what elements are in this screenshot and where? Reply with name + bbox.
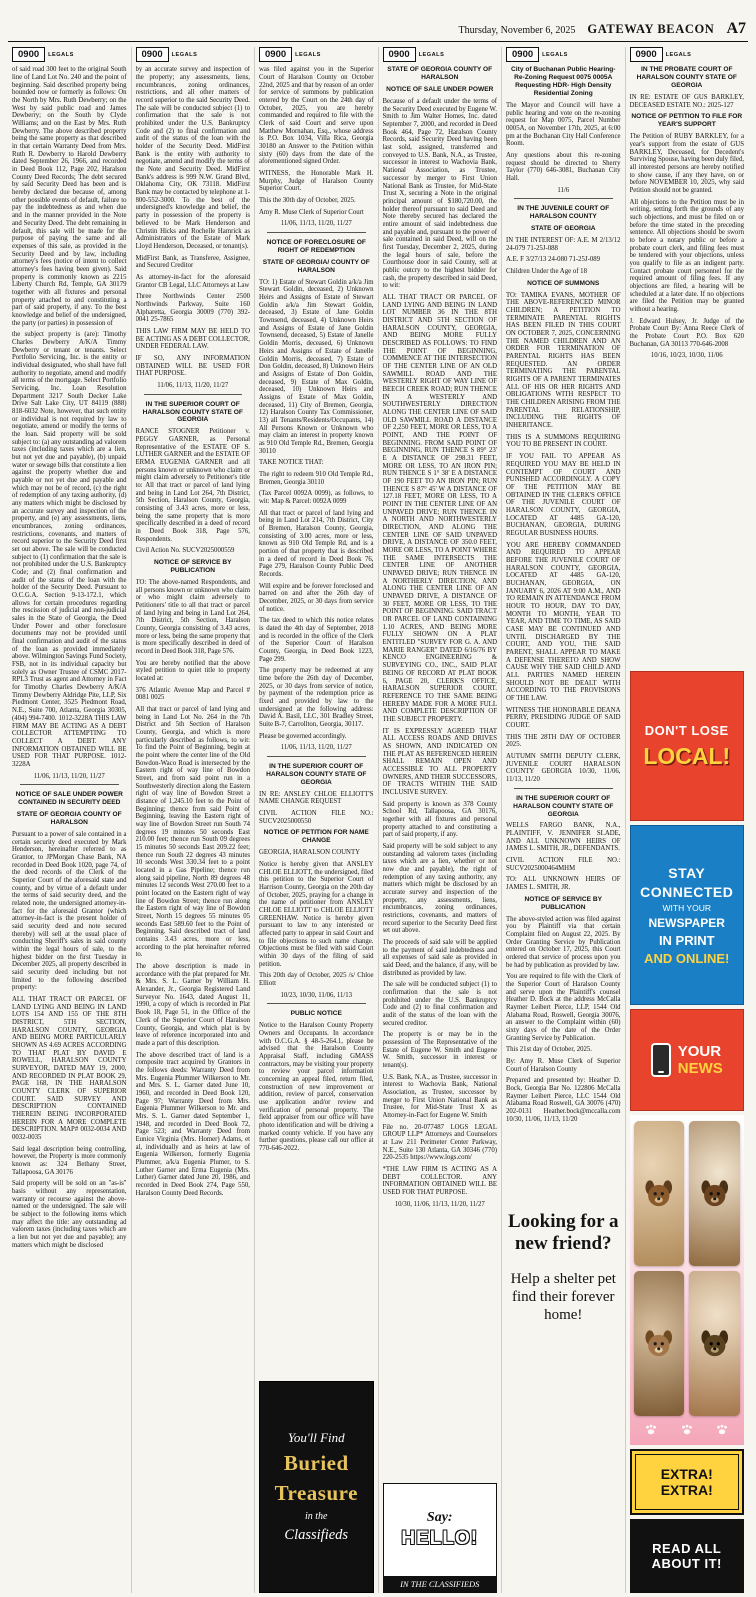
say-hello-classifieds-ad xyxy=(383,1483,498,1593)
pet-photo xyxy=(689,1121,740,1266)
notice-text: All that tract or parcel of land lying and being in Land Lot 214, 7th District, City of Bremen, Haralson County, Georgia, consisting of 3.00 acres, more or less, known as 910 Old Temple Rd, and is a portion of that property that is described in a deed of record in Deed Book 76, Page 279, Haralson County Public Deed Records. xyxy=(259,509,374,578)
ad-text: EXTRA! xyxy=(660,1466,713,1482)
paw-icon xyxy=(644,1423,658,1437)
category-code: 0900 xyxy=(136,47,169,62)
notice-text: By: Amy R. Muse Clerk of Superior Court of Haralson County xyxy=(506,1058,621,1073)
notice-text: This the 30th day of October, 2025. xyxy=(259,197,356,205)
legal-column-3 xyxy=(254,47,378,1593)
notice-text: 11/06, 11/13, 11/20, 11/27 xyxy=(280,220,352,228)
notice-divider xyxy=(267,1003,366,1004)
notice-text: WITNESS THE HONORABLE DEANA PERRY, PRESIDING JUDGE OF SAID COURT. xyxy=(506,706,621,729)
notice-text: TO: The above-named Respondents, and all persons known or unknown who claim or who might claim adversely to Petitioners' title to all that tract or parcel of land lying and being in Land Lot 264, 7th District, 5th Section, Haralson County, Georgia consisting of 3.43 acres, more or less, being the same property that is more specifically described in deed of record in Deed Book 318, Page 576. xyxy=(135,578,250,655)
category-label: LEGALS xyxy=(48,51,74,58)
notice-text: IF SO, ANY INFORMATION OBTAINED WILL BE USED FOR THAT PURPOSE. xyxy=(135,354,250,378)
section-badge xyxy=(136,47,251,62)
ad-text: EXTRA! xyxy=(660,1482,713,1498)
notice-text: 11/06, 11/13, 11/20, 11/27 xyxy=(157,381,229,389)
notice-text: IF YOU FAIL TO APPEAR AS REQUIRED YOU MAY BE HELD IN CONTEMPT OF COURT AND PUNISHED ACCORDINGLY. A COPY OF THE PETITION MAY BE OBTAINED IN THE CLERK'S OFFICE OF THE JUVENILE COURT OF HARALSON COUNTY, GEORGIA, LOCATED AT 4485 GA-120, BUCHANAN, GEORGIA, DURING REGULAR BUSINESS HOURS. xyxy=(506,453,621,537)
notice-text: 11/6 xyxy=(557,186,570,194)
notice-text: AUTUMN SMITH DEPUTY CLERK, JUVENILE COURT HARALSON COUNTY GEORGIA 10/30, 11/06, 11/13, 11/20 xyxy=(506,753,621,784)
notice-text: Will expire and be forever foreclosed and barred on and after the 26th day of December, 2025, or 30 days from service of notice. xyxy=(259,582,374,613)
notice-text: The sale will be conducted subject (1) to confirmation that the sale is not prohibited under the U.S. Bankruptcy Code and (2) to final confirmation and audit of the status of the loan with the secured creditor. xyxy=(382,981,497,1027)
ad-text: DON'T LOSE xyxy=(644,722,729,738)
paper-name: GATEWAY BEACON xyxy=(587,22,715,36)
ad-text: Treasure xyxy=(274,1481,358,1505)
notice-text: TO: TAMIKA EVANS, MOTHER OF THE ABOVE-REFERENCED MINOR CHILDREN; A PETITION TO TERMINATE PARENTAL RIGHTS HAS BEEN FILED IN THIS COURT ON OCTOBER 7, 2025, CONCERNING THE NAMED CHILDREN AND AN ORDER FOR TERMINATION OF PARENTAL RIGHTS HAS BEEN REQUESTED. AN ORDER TERMINATING THE PARENTAL RIGHTS OF A PARENT TERMINATES ALL OF HIS OR HER RIGHTS AND OBLIGATIONS WITH RESPECT TO THE CHILDREN ARISING FROM THE PARENTAL RELATIONSHIP, INCLUDING THE RIGHTS OF INHERITANCE. xyxy=(506,291,621,430)
notice-text: Pursuant to a power of sale contained in a certain security deed executed by Mark Henderson, hereinafter referred to as Grantor, to JPMorgan Chase Bank, NA recorded in Deed Book 1020, page 74, of the deed records of the Clerk of the Superior Court of the aforesaid state and county, and by virtue of a default under the terms of said security deed, and the related note, the undersigned attorney-in-fact for the aforesaid Grantor (which attorney-in-fact is the present holder of said security deed and note secured thereby) will sell at the usual place of conducting Sheriff's sales in said county within the legal hours of sale, to the highest bidder on the first Tuesday in December 2025, all property described in said security deed including but not limited to the following described property: xyxy=(12,830,127,992)
extra-extra-ad xyxy=(630,1449,745,1515)
ad-text: Buried xyxy=(283,1451,349,1475)
notice-text: the subject property is (are): Timothy Charles Dewberry A/K/A Timmy Dewberry or tenant or tenants. Select Portfolio Servicing, Inc. is the entity or individual designated, who shall have full authority to negotiate, amend and modify all terms of the mortgage. Select Portfolio Servicing, Inc. Loan Resolution Department 3217 South Decker Lake Drive Salt Lake City, UT 84119 (888) 818-6032 Note, however, that such entity or individual is not required by law to negotiate, amend or modify the terms of the loan. Said property will be sold subject to: (a) any outstanding ad valorem taxes (including taxes which are a lien, but not yet due and payable), (b) unpaid water or sewage bills that constitute a lien against the property whether due and payable or not yet due and payable and which may not be of record, (c) the right of redemption of any taxing authority, (d) any matters which might be disclosed by an accurate survey and inspection of the property, and (e) any assessments, liens, encumbrances, zoning ordinances, restrictions, covenants, and matters of record superior to the Security Deed first set out above. The sale will be conducted subject to (1) confirmation that the sale is not prohibited under the U.S. Bankruptcy Code; and (2) final confirmation and audit of the status of the loan with the holder of the Security Deed. Pursuant to O.C.G.A. Section 9-13-172.1, which allows for certain procedures regarding the rescission of judicial and non-judicial sales in the State of Georgia, the Deed Under Power and other foreclosure documents may not be provided until final confirmation and audit of the status of the loan as provided immediately above. Wilmington Savings Fund Society, FSB, not in its individual capacity but solely as Owner Trustee of CSMC 2017-RPL3 Trust as agent and Attorney in Fact for Timothy Charles Dewberry A/K/A Timmy Dewberry Aldridge Pite, LLP, Six Piedmont Center, 3525 Piedmont Road, N.E., Suite 700, Atlanta, Georgia 30305, (404) 994-7400. 1012-3228A THIS LAW FIRM MAY BE ACTING AS A DEBT COLLECTOR ATTEMPTING TO COLLECT A DEBT. ANY INFORMATION OBTAINED WILL BE USED FOR THAT PURPOSE. 1012-3228A xyxy=(12,331,127,768)
notice-text: IN RE: ANSLEY CHLOE ELLIOTT'S NAME CHANGE REQUEST xyxy=(259,790,374,806)
notice-heading: STATE OF GEORGIA xyxy=(530,225,596,233)
category-label: LEGALS xyxy=(171,51,198,58)
notice-text: Said legal description being controlling, however, the Property is more commonly known as: 324 Bethany Street, Tallapoosa, GA 30176 xyxy=(12,1145,127,1176)
notice-heading: STATE OF GEORGIA COUNTY OF HARALSON xyxy=(387,66,493,82)
notice-text: Notice is hereby given that ANSLEY CHLOE ELLIOTT, the undersigned, filed this petition to the Superior Court of Harrison County, Georgia on the 20th day of October, 2025, praying for a change in the name of petitioner from ANSLEY CHLOE ELLIOTT to CHLOE ELLIOTT GREENHAW. Notice is hereby given pursuant to law to any interested or affected party to appear in said Court and to file objections to such name change. Objections must be filed with said Court within 30 days of the filing of said petition. xyxy=(259,860,374,968)
notice-heading: STATE OF GEORGIA/ COUNTY OF HARALSON xyxy=(262,258,370,274)
legal-column-2 xyxy=(131,47,255,1593)
notice-text: TAKE NOTICE THAT: xyxy=(259,459,324,467)
your-news-ad xyxy=(630,1009,745,1111)
notice-heading: NOTICE OF PETITION TO FILE FOR YEAR'S SUPPORT xyxy=(631,113,743,129)
notice-text: All objections to the Petition must be in writing, setting forth the grounds of any such objections, and must be filed on or before the time stated in the preceding sentence. All objections should be sworn to before a notary public or before a probate court clerk, and filing fees must be tendered with your objections, unless you qualify to file as an indigent party. Contact probate court personnel for the required amount of filing fees. If any objections are filed, a hearing will be scheduled at a later date. If no objections are filed the Petition may be granted without a hearing. xyxy=(629,198,744,314)
pet-photo xyxy=(689,1271,740,1416)
notice-text: Civil Action No. SUCV2025000559 xyxy=(135,547,235,555)
ad-text: Help a shelter pet find their forever home! xyxy=(510,1270,616,1324)
stay-connected-ad xyxy=(630,825,745,1005)
section-badge xyxy=(259,47,374,62)
section-badge xyxy=(383,47,498,62)
notice-text: Said property is known as 378 County School Rd, Tallapoosa, GA 30176, together with all fixtures and personal property attached to and constituting a part of said property, if any. xyxy=(382,800,497,839)
section-badge xyxy=(630,47,745,62)
dog-illustration xyxy=(641,1293,677,1395)
notice-divider xyxy=(144,394,243,395)
notice-text: Any questions about this re-zoning request should be directed to Sherry Taylor (770) 646-3081, Buchanan City Hall. xyxy=(506,152,621,183)
ad-text: ABOUT IT! xyxy=(651,1556,722,1571)
ad-text: STAY xyxy=(668,864,706,881)
notice-heading: IN THE SUPERIOR COURT OF HARALSON COUNTY STATE OF GEORGIA xyxy=(266,763,367,786)
notice-heading: City of Buchanan Public Hearing- Re-Zoning Request 0075 0005A Requesting HDR- High Density Residential Zoning xyxy=(511,66,616,98)
notice-divider xyxy=(267,756,366,757)
pet-photo xyxy=(634,1271,685,1416)
notice-heading: NOTICE OF SERVICE BY PUBLICATION xyxy=(524,895,603,911)
notice-text: 10/30, 11/06, 11/13, 11/20, 11/27 xyxy=(394,1200,485,1208)
ad-text: Looking for a new friend? xyxy=(508,1211,619,1255)
shelter-pet-ad xyxy=(506,1189,621,1593)
notice-text: The property may be redeemed at any time before the 26th day of December, 2025, or 30 days from service of notice, by payment of the redemption price as fixed and provided by law to the undersigned at the following address: David A. Basil, LLC, 301 Bradley Street, Suite B-7, Carrollton, Georgia, 30117. xyxy=(259,667,374,729)
notice-text: ALL THAT TRACT OR PARCEL OF LAND LYING AND BEING IN LAND LOTS 154 AND 155 OF THE 8TH DISTRICT, 5TH SECTION, HARALSON COUNTY, GEORGIA AND BEING MORE PARTICULARLY SHOWN AS 4.69 ACRES ACCORDING TO THAT PLAT BY DAVID E ROWELL, HARALSON COUNTY SURVEYOR, DATED MAY 19, 2000, AND RECORDED IN PLAT BOOK 29, PAGE 168, IN THE HARALSON COUNTY CLERK OF SUPERIOR COURT. SAID SURVEY AND DESCRIPTION CONTAINED THEREIN BEING INCORPORATED HEREIN FOR A MORE COMPLETE DESCRIPTION. MAP# 0032-0034 AND 0032-0035 xyxy=(12,995,127,1142)
dog-illustration xyxy=(641,1143,677,1245)
notice-text: This 20th day of October, 2025 /s/ Chloe Elliott xyxy=(259,972,374,988)
notice-text: WITNESS, the Honorable Mark H. Murphy, Judge of Haralson County Superior Court. xyxy=(259,170,374,193)
notice-text: TO: ALL UNKNOWN HEIRS OF JAMES L. SMITH, JR. xyxy=(506,876,621,892)
legal-column-1 xyxy=(8,47,131,1593)
notice-text: WELLS FARGO BANK, N.A., PLAINTIFF, V. JENNIFER SLADE, AND ALL UNKNOWN HEIRS OF JAMES L. SMITH, JR., DEFENDANTS. xyxy=(506,822,621,853)
notice-text: CIVIL ACTION FILE NO.: SUCV2025000550 xyxy=(259,810,374,825)
notice-heading: STATE OF GEORGIA COUNTY OF HARALSON xyxy=(16,811,122,826)
notice-text: was filed against you in the Superior Court of Haralson County on October 22nd, 2025 and that by reason of an order for service of summons by publication entered by the Court on the 24th day of October, 2025, you are hereby commanded and required to file with the Clerk of said Court and serve upon Matthew Mornahan, Esq., whose address is P.O. Box 1034, Villa Rica, Georgia 30180 an Answer to the Petition within sixty (60) days from the date of the aforementioned signed Order. xyxy=(259,66,374,166)
pet-photo xyxy=(634,1121,685,1266)
column-text xyxy=(259,66,374,1377)
notice-text: YOU ARE HEREBY COMMANDED AND REQUIRED TO APPEAR BEFORE THE JUVENILE COURT OF HARALSON COUNTY, GEORGIA, LOCATED AT 4485 GA-120, BUCHANAN, GEORGIA, ON JANUARY 6, 2026 AT 9:00 A.M., AND TO REMAIN IN ATTENDANCE FROM HOUR TO HOUR, DAY TO DAY, MONTH TO MONTH, YEAR TO YEAR, AND TIME TO TIME, AS SAID CASE MAY BE CONTINUED AND UNTIL DISCHARGED BY THE COURT, AND YOU, THE SAID PARENT, SHALL APPEAR TO MAKE A DEFENSE THERETO AND SHOW CAUSE WHY THE SAID CHILD AND ALL PARTIES NAMED HEREIN SHOULD NOT BE DEALT WITH ACCORDING TO THE PROVISIONS OF THE LAW. xyxy=(506,541,621,702)
notice-text: 11/06, 11/13, 11/20, 11/27 xyxy=(33,772,105,780)
ad-text: NEWSPAPER xyxy=(648,915,725,930)
notice-text: 11/06, 11/13, 11/20, 11/27 xyxy=(280,744,352,752)
notice-heading: IN THE PROBATE COURT OF HARALSON COUNTY STATE OF GEORGIA xyxy=(636,66,737,90)
dog-illustration xyxy=(697,1293,733,1395)
category-label: LEGALS xyxy=(542,51,568,58)
notice-text: by an accurate survey and inspection of the property; any assessments, liens, encumbrances, zoning ordinances, restrictions, and all other matters of record superior to the said Security Deed. The sale will be conducted subject (1) to confirmation that the sale is not prohibited under the U.S. Bankruptcy Code and (2) to final confirmation and audit of the status of the loan with the holder of the Security Deed. MidFirst Bank is the entity with authority to negotiate, amend and modify the terms of the Note and Security Deed. MidFirst Bank's address is 999 N.W. Grand Blvd, Oklahoma City, OK 73118. MidFirst Bank may be contacted by telephone at 1-800-552-3000. To the best of the undersigned's knowledge and belief, the party in possession of the property is believed to be Mark Henderson and Christin Hicks and Rochelle Hamrick as Administrators of the Estate of Mark Lloyd Henderson, Deceased, or tenant(s). xyxy=(135,66,250,250)
ad-text: Say: xyxy=(426,1510,453,1525)
issue-date: Thursday, November 6, 2025 xyxy=(458,25,576,36)
say-hello-art xyxy=(384,1484,497,1576)
legal-column-4 xyxy=(378,47,502,1593)
notice-text: A.E. F 3/27/13 24-080 71-25J-089 xyxy=(506,256,601,264)
category-code: 0900 xyxy=(630,47,663,62)
ad-text: LOCAL! xyxy=(643,742,731,769)
category-label: LEGALS xyxy=(665,51,692,58)
notice-text: You are required to file with the Clerk of the Superior Court of Haralson County and serve upon the Plaintiff's counsel Heather D. Bock at the address McCalla Raymer Leibert Pierce, LLP, 1544 Old Alabama Road, Roswell, Georgia 30076, an answer to the Complaint within (60) sixty days of the date of the Order Granting Service by Publication. xyxy=(506,973,621,1042)
notice-divider xyxy=(514,788,613,789)
notice-text: The above description is made in accordance with the plat prepared for Mr. & Mrs. S. L. Garner by William H. Alexander, Jr., Georgia Registered Land Surveyor No. 1643, dated August 11, 1990, a copy of which is recorded in Plat Book 18, Page 51, in the Office of the Clerk of the Superior Court of Haralson County, Georgia, and which plat is by leave of reference incorporated into and made a part of this description. xyxy=(135,963,250,1047)
notice-heading: NOTICE OF SALE UNDER POWER CONTAINED IN SECURITY DEED xyxy=(15,791,123,807)
notice-text: Said property will be sold subject to any outstanding ad valorem taxes (including taxes which are a lien, whether or not now due and payable), the right of redemption of any taxing authority, any matters which might be disclosed by an accurate survey and inspection of the property, any assessments, liens, encumbrances, zoning ordinances, restrictions, covenants, and matters of record superior to the Security Deed first set out above. xyxy=(382,842,497,935)
ad-text: CONNECTED xyxy=(640,883,734,900)
ad-text: READ ALL xyxy=(652,1541,722,1556)
notice-text: IN RE: ESTATE OF GUS BARKLEY, DECEASED ESTATE NO.: 2025-127 xyxy=(629,94,744,109)
notice-text: IT IS EXPRESSLY AGREED THAT ALL ACCESS ROADS AND DRIVES AS SHOWN, AND INDICATED ON THE PLAT AS REFERENCED HEREIN SHALL REMAIN OPEN AND ACCESSIBLE TO ALL PROPERTY OWNERS, AND THEIR SUCCESSORS, OF TRACTS WITHIN THE SAID INCLUSIVE SURVEY. xyxy=(382,727,497,796)
section-badge xyxy=(506,47,621,62)
notice-heading: IN THE SUPERIOR COURT OF HARALSON COUNTY STATE OF GEORGIA xyxy=(142,400,243,424)
notice-text: The proceeds of said sale will be applied to the payment of said indebtedness and all expenses of said sale as provided in said Deed, and the balance, if any, will be distributed as provided by law. xyxy=(382,939,497,977)
notice-text: THIS THE 28TH DAY OF OCTOBER 2025. xyxy=(506,733,621,749)
notice-text: The Petition of RUBY BARKLEY, for a year's support from the estate of GUS BARKLEY, Deceased, for Decedent's Surviving Spouse, having been duly filed, all interested persons are hereby notified to show cause, if any they have, on or before NOVEMBER 10, 2025, why said Petition should not be granted. xyxy=(629,133,744,194)
ad-text: WITH YOUR xyxy=(662,902,711,913)
notice-text: IN THE INTEREST OF: A.E. M 2/13/12 24-079 71-25J-088 xyxy=(506,237,621,252)
legal-column-6 xyxy=(625,47,749,1593)
dont-lose-local-ad xyxy=(630,671,745,821)
notice-text: Said property will be sold on an "as-is" basis without any representation, warranty or recourse against the above-named or the undersigned. The sale will be subject to the following items which may affect the title: any outstanding ad valorem taxes (including taxes which are a lien but not yet due and payable); any matters which might be disclosed xyxy=(12,1180,127,1249)
notice-text: 10/16, 10/23, 10/30, 11/06 xyxy=(650,352,723,360)
notice-heading: IN THE JUVENILE COURT OF HARALSON COUNTY xyxy=(517,205,610,221)
notice-text: Prepared and presented by: Heather D. Bock, Georgia Bar No. 122806 McCalla Raymer Leibert Pierce, LLC 1544 Old Alabama Road Roswell, GA 30076 (470) 202-0131 Heather.bock@mccalla.com 10/30, 11/06, 11/13, 11/20 xyxy=(506,1077,621,1123)
notice-text: All that tract or parcel of land lying and being in Land Lot No. 264 in the 7th District and 5th Section of Haralson County, Georgia, and which is more particularly described as follows, to wit: To find the Point of Beginning, begin at the point where the center line of the Old Bowdon-Waco Road is intersected by the Eastern right of way line of Bowdon Street, and from said point run in a Southwesterly direction along the Eastern right of way line of Bowdon Street a distance of 1,245.10 feet to the Point of Beginning; thence from said Point of Beginning, leaving the Eastern right of way line of Bowdon Street run South 74 degrees 19 minutes 50 seconds East 210.00 feet; thence run South 09 degrees 15 minutes 50 seconds East 209.22 feet; thence run South 22 degrees 43 minutes 10 seconds West 330.34 feet to a point located in a Gas Pipeline; thence run along said pipeline, North 89 degrees 48 minutes 12 seconds West 270.00 feet to a point located on the Eastern right of way line of Bowdon Street; thence run along the Eastern right of way line of Bowdon Street, North 15 degrees 55 minutes 05 seconds East 589.60 feet to the Point of Beginning. Said described tract of land contains 3.43 acres, more or less, according to the plat hereinafter referred to. xyxy=(135,705,250,959)
notice-text: of said road 300 feet to the original South line of Land Lot No. 240 and the point of beginning. Said described property being bounded now or formerly as follows: On the North by Mrs. Ruth Dewberry; on the West by said public road and James Dewberry; on the South by Clyde Williams; and on the East by Mrs. Ruth Dewberry. The above described property being the same property as that described in that certain Warranty Deed from Mrs. Ruth R. Dewberry to Harold Dewberry dated September 26, 1966, and recorded in Deed Book 112, Page 202, Haralson County Deed Records; The debt secured by said Security Deed has been and is hereby declared due because of, among other possible events of default, failure to pay the indebtedness as and when due and in the manner provided in the Note and Security Deed. The debt remaining in default, this sale will be made for the purpose of paying the same and all expenses of this sale, as provided in the Security Deed and by law, including attorney's fees (notice of intent to collect attorney's fees having been given). Said property is commonly known as 2215 Liberty Church Rd, Temple, GA 30179 together with all fixtures and personal property attached to and constituting a part of said property, if any. To the best knowledge and belief of the undersigned, the party (or parties) in possession of xyxy=(12,66,127,327)
notice-divider xyxy=(514,198,613,199)
ad-text: in the xyxy=(305,1511,328,1522)
column-text xyxy=(12,66,127,1593)
pet-photo-grid xyxy=(634,1121,741,1416)
legals-columns xyxy=(8,47,748,1593)
category-code: 0900 xyxy=(12,47,45,62)
notice-text: CIVIL ACTION FILE NO.: SUCV2025000464MHM xyxy=(506,857,621,872)
notice-text: The above described tract of land is a composite tract acquired by Grantors in the follows deeds: Warranty Deed from Mrs. Eugenia Plummer Wilkerson to Mr. and Mrs. S. L. Garner dated June 10, 1960, and recorded in Deed Book 120, Page 97; Warranty Deed from Mrs. Eugenia Plummer Wilkerson to Mr. and Mrs. S. L. Garner dated September 1, 1948, and recorded in Deed Book 72, Page 523; and Warranty Deed from Eunice Virginia (Mrs. Homer) Adams, et al, individually and as heirs at law of Eugenia Wilkerson, formerly Eugenia Plummer, a/k/a Eugenia Plumer, to S. Luther Garner and Erma Eugenia (Mrs. Luther) Garner dated June 20, 1986, and recorded in Deed Book 274, Page 550, Haralson County Deed Records. xyxy=(135,1051,250,1197)
ad-text: Classifieds xyxy=(284,1527,349,1543)
phone-icon xyxy=(651,1043,671,1077)
notice-text: U.S. Bank, N.A., as Trustee, successor in interest to Wachovia Bank, National Association, as Trustee, successor by merger to First Union National Bank as Trustee, for Mid-State Trust X as Attorney-in-Fact for Eugene W. Smith xyxy=(382,1073,497,1120)
notice-text: File no. 20-077487 LOGS LEGAL GROUP LLP* Attorneys and Counselors at Law 211 Perimeter Center Parkway, N.E., Suite 130 Atlanta, GA 30346 (770) 220-2535 https://www.logs.com/ xyxy=(382,1123,497,1162)
paw-icon xyxy=(680,1423,694,1437)
notice-heading: NOTICE OF SERVICE BY PUBLICATION xyxy=(153,559,232,574)
notice-text: Please be governed accordingly. xyxy=(259,732,347,740)
dog-illustration xyxy=(697,1143,733,1245)
notice-text: Amy R. Muse Clerk of Superior Court xyxy=(259,208,364,216)
column-text xyxy=(506,66,621,1185)
ad-text: You'll Find xyxy=(287,1430,345,1445)
notice-text: The Mayor and Council will have a public hearing and vote on the re-zoning request for Map 0075, Parcel Number 0005A, on November 17th, 2025, at 6:00 pm at the Buchanan City Hall Conference Room. xyxy=(506,102,621,148)
ad-text: IN THE CLASSIFIEDS xyxy=(384,1576,497,1592)
notice-text: THIS IS A SUMMONS REQUIRING YOU TO BE PRESENT IN COURT. xyxy=(506,433,621,449)
column-text xyxy=(630,66,745,667)
notice-text: MidFirst Bank, as Transferee, Assignee, and Secured Creditor xyxy=(135,254,250,270)
category-label: LEGALS xyxy=(295,51,321,58)
notice-heading: NOTICE OF SUMMONS xyxy=(527,279,600,287)
ad-text: IN PRINT xyxy=(658,932,715,948)
page-number: A7 xyxy=(726,20,746,37)
notice-text: The right to redeem 910 Old Temple Rd., Bremen, Georgia 30110 xyxy=(259,470,374,486)
notice-text: ALL THAT TRACT OR PARCEL OF LAND LYING AND BEING IN LAND LOT NUMBER 36 IN THE 8TH DISTRICT AND 5TH SECTION OF HARALSON COUNTY, GEORGIA, AND BEING MORE FULLY DESCRIBED AS FOLLOWS: TO FIND THE POINT OF BEGINNING, COMMENCE AT THE INTERSECTION OF THE CENTER LINE OF AN OLD SAWMILL ROAD AND THE WESTERLY RIGHT OF WAY LINE OF BEECH CREEK ROAD; RUN THENCE IN A WESTERLY AND SOUTHWESTERLY DIRECTION ALONG THE CENTER LINE OF SAID OLD SAWMILL ROAD A DISTANCE OF 2,250 FEET, MORE OR LESS, TO A POINT, AND THE POINT OF BEGINNING. FROM SAID POINT OF BEGINNING, RUN THENCE S 89° 23' E A DISTANCE OF 298.31 FEET, MORE OR LESS, TO AN IRON PIN; RUN THENCE S 1° 38' E A DISTANCE OF 190 FEET TO AN IRON PIN; RUN THENCE S 87° 45' W A DISTANCE OF 127.18 FEET, MORE OR LESS, TO A POINT IN THE CENTER LINE OF AN UNPAVED DRIVE; RUN THENCE IN A NORTH AND NORTHWESTERLY DIRECTION, AND ALONG THE CENTER LINE OF SAID UNPAVED DRIVE, A DISTANCE OF 350.0 FEET, MORE OR LESS, TO A POINT WHERE THE SAME INTERSECTS THE CENTER LINE OF ANOTHER UNPAVED DRIVE; RUN THENCE IN A NORTHERLY DIRECTION, AND ALONG THE CENTER LINE OF AN UNPAVED DRIVE, A DISTANCE OF 30 FEET, MORE OR LESS, TO THE POINT OF BEGINNING. SAID TRACT OR PARCEL OF LAND CONTAINING 1.10 ACRES, AND BEING MORE FULLY SHOWN ON A PLAT ENTITLED "SURVEY FOR G. A. AND MARIE RANGER" DATED 6/16/76 BY KENCO ENGINEERING & SURVEYING CO., INC., SAID PLAT BEING OF RECORD AT PLAT BOOK 6, PAGE 20, CLERK'S OFFICE, HARALSON SUPERIOR COURT. REFERENCE TO THE SAME BEING HEREBY MADE FOR A MORE FULL AND COMPLETE DESCRIPTION OF THE SUBJECT PROPERTY. xyxy=(382,293,497,723)
notice-text: Children Under the Age of 18 xyxy=(506,268,587,276)
ad-text: NEWS xyxy=(677,1060,723,1077)
notice-text: J. Edward Hulsey, Jr. Judge of the Probate Court By: Anna Reece Clerk of the Probate Court P.O. Box 620 Buchanan, GA 30113 770-646-2008 xyxy=(629,317,744,348)
ad-text: YOUR xyxy=(677,1043,722,1060)
notice-text: GEORGIA, HARALSON COUNTY xyxy=(259,849,361,857)
notice-text: 10/23, 10/30, 11/06, 11/13 xyxy=(280,991,353,999)
column-text xyxy=(383,66,498,1479)
buried-treasure-classifieds-ad xyxy=(259,1381,374,1593)
category-code: 0900 xyxy=(383,47,416,62)
legal-column-5 xyxy=(501,47,625,1593)
notice-text: (Tax Parcel 0092A 0099), as follows, to wit: Map & Parcel: 0092A 0099 xyxy=(259,490,374,505)
notice-heading: NOTICE OF FORECLOSURE OF RIGHT OF REDEMPTION xyxy=(266,239,366,255)
notice-text: The tax deed to which this notice relates is dated the 4th day of September, 2018 and is recorded in the office of the Clerk of the Superior Court of Haralson County, Georgia, in Deed Book 1223, Page 299. xyxy=(259,617,374,663)
section-badge xyxy=(12,47,127,62)
notice-heading: NOTICE OF SALE UNDER POWER xyxy=(386,86,494,94)
notice-text: The property is or may be in the possession of The Representative of the Estate of Eugene W. Smith and Eugene W. Smith, successor in interest or tenant(s). xyxy=(382,1031,497,1070)
notice-text: *THE LAW FIRM IS ACTING AS A DEBT COLLECTOR. ANY INFORMATION OBTAINED WILL BE USED FOR THAT PURPOSE. xyxy=(382,1166,497,1197)
notice-text: Three Northwinds Center 2500 Northwinds Parkway, Suite 160 Alpharetta, Georgia 30009 (770) 392-0041 25-7865 xyxy=(135,293,250,324)
notice-text: As attorney-in-fact for the aforesaid Grantor CB Legal, LLC Attorneys at Law xyxy=(135,273,250,289)
notice-text: You are hereby notified that the above styled petition to quiet title to property located at: xyxy=(135,659,250,682)
notice-text: TO: 1) Estate of Stewart Goldin a/k/a Jim Stewart Goldin, deceased, 2) Unknown Heirs and Assigns of Estate of Stewart Goldin a/k/a Jim Stewart Goldin, deceased, 3) Estate of Jane Goldin Townsend, deceased, 4) Unknown Heirs and Assigns of Estate of Jane Goldin Townsend, deceased, 5) Estate of Janelle Goldin Morris, deceased, 6) Unknown Heirs and Assigns of Estate of Janelle Goldin Morris, deceased, 7) Estate of Don Goldin, deceased, 8) Unknown Heirs and Assigns of Estate of Don Goldin, deceased, 9) Estate of Max Goldin, deceased, 10) Unknown Heirs and Assigns of Estate of Max Goldin, deceased, 11) City of Bremen, Georgia, 12) Haralson County Tax Commissioner, 13) all Tenants/Residents/Occupants, 14) All Persons Known or Unknown who may claim an interest in property known as 910 Old Temple Rd., Bremen, Georgia 30110 xyxy=(259,278,374,455)
notice-heading: PUBLIC NOTICE xyxy=(290,1010,342,1018)
paw-print-row xyxy=(634,1421,741,1439)
category-label: LEGALS xyxy=(418,51,445,58)
notice-divider xyxy=(20,784,119,785)
notice-text: Notice to the Haralson County Property Owners and Occupants. In accordance with O.C.G.A. § 48-5-264.1, please be advised that the Haralson County Appraisal Staff, including GMASS contractors, may be visiting your property to review your parcel information concerning an appeal filed, return filed, construction of new improvement or addition, review of parcel, conservation use application and/or review and verification of personal property. The field appraiser from our office will have photo identification and will be driving a marked county vehicle. If you have any further questions, please call our office at 770-646-2022. xyxy=(259,1022,374,1153)
pet-photo-collage xyxy=(630,1115,745,1445)
notice-text: Because of a default under the terms of the Security Deed executed by Eugene W. Smith to Jim Walter Homes, Inc. dated September 7, 2000, and recorded in Deed Book 464, Page 72, Haralson County Records, said Security Deed having been last sold, assigned, transferred and conveyed to U.S. Bank, N.A., as Trustee, successor in interest to Wachovia Bank, National Association, as Trustee, successor by merger to First Union National Bank as Trustee, for Mid-State Trust X, securing a Note in the original principal amount of $180,720.00, the holder thereof pursuant to said Deed and Note thereby secured has declared the entire amount of said indebtedness due and payable and, pursuant to the power of sale contained in said Deed, will on the first Tuesday, December 2, 2025, during the legal hours of sale, before the Courthouse door in said County, sell at public outcry to the highest bidder for cash, the property described in said Deed, to wit: xyxy=(382,98,497,290)
column-text xyxy=(136,66,251,1593)
masthead xyxy=(8,4,748,42)
ad-text: AND ONLINE! xyxy=(644,950,730,966)
read-all-about-it-ad xyxy=(630,1519,745,1593)
ad-text: HELLO! xyxy=(401,1528,479,1549)
notice-text: THIS LAW FIRM MAY BE HELD TO BE ACTING AS A DEBT COLLECTOR, UNDER FEDERAL LAW. xyxy=(135,327,250,351)
notice-text: RANCE STOGNER Petitioner v. PEGGY GARNER, as Personal Representative of the ESTATE OF S. LUTHER GARNER and the ESTATE OF ERMA EUGENIA GARNER and all persons known or unknown who claim or might claim adversely to Petitioner's title to: All that tract or parcel of land lying and being in Land Lot 264, 7th District, 5th Section, Haralson County, Georgia, consisting of 3.43 acres, more or less, being the same property that is more specifically described in a deed of record in Deed Book 318, Page 576, Respondents. xyxy=(135,428,250,543)
notice-text: The above-styled action was filed against you by Plaintiff via that certain Complaint filed on August 22, 2025. By Order Granting Service by Publication entered on October 17, 2025, this Court ordered that service of process upon you be had by publication as provided by law. xyxy=(506,915,621,969)
notice-heading: NOTICE OF PETITION FOR NAME CHANGE xyxy=(263,829,369,845)
category-code: 0900 xyxy=(506,47,539,62)
notice-text: This 21st day of October, 2025. xyxy=(506,1046,592,1054)
paw-icon xyxy=(715,1423,729,1437)
category-code: 0900 xyxy=(259,47,292,62)
notice-text: 376 Atlantic Avenue Map and Parcel # 0081 0025 xyxy=(135,686,250,702)
notice-divider xyxy=(267,232,366,233)
notice-heading: IN THE SUPERIOR COURT OF HARALSON COUNTY STATE OF GEORGIA xyxy=(513,794,614,818)
